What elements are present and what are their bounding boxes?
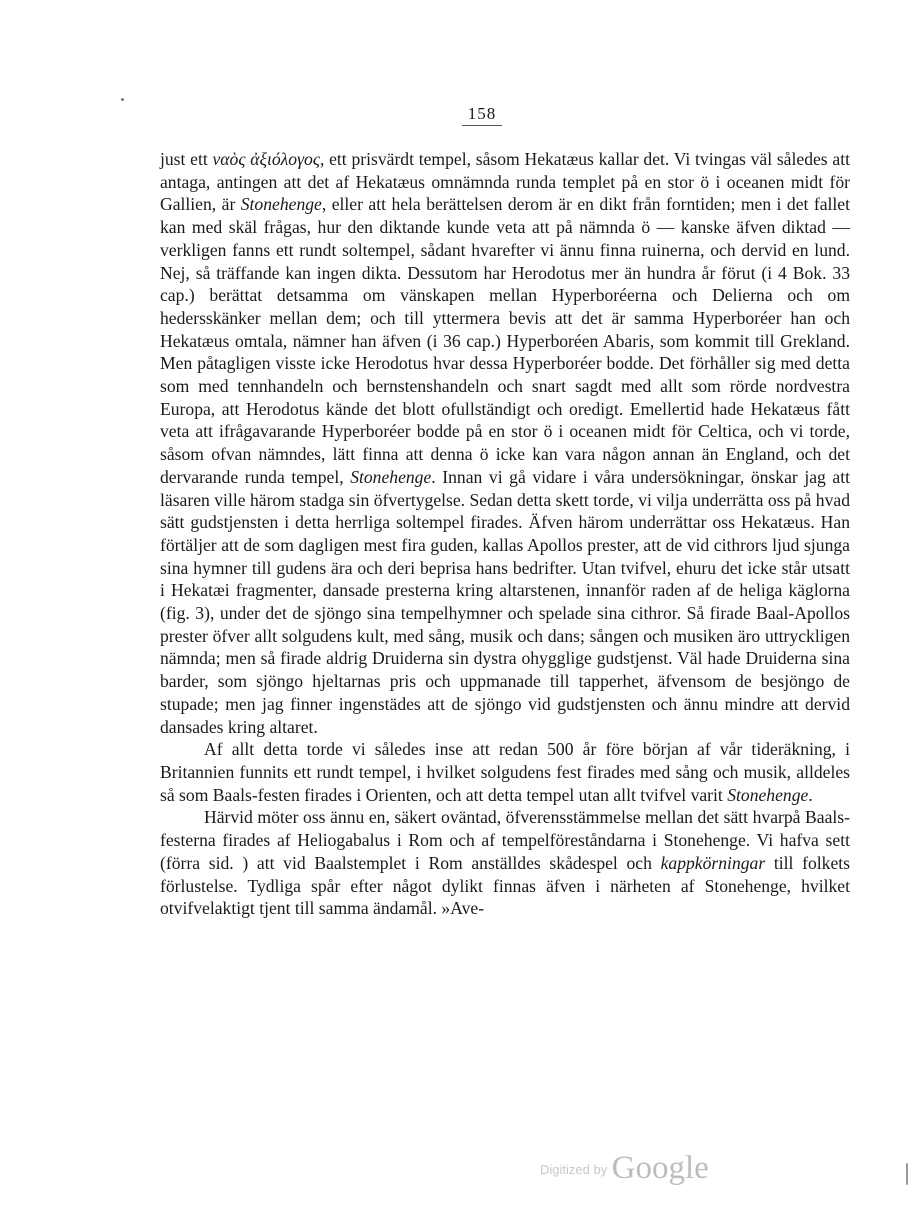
body-text <box>160 148 850 920</box>
paragraph <box>160 148 850 738</box>
paragraph <box>160 806 850 920</box>
watermark-prefix: Digitized by <box>540 1162 608 1177</box>
digitized-by-google-watermark <box>540 1150 709 1187</box>
paragraph <box>160 738 850 806</box>
text-run: till folkets förlustelse. Tydliga spår efter något dylikt finnas äfven i närheten af Stonehenge, hvilket otvifvelaktigt tjent till samma ändamål. »Ave- <box>160 852 851 919</box>
page-number-text: 158 <box>467 104 497 123</box>
page-number <box>0 104 914 126</box>
italic-text: Stonehenge <box>727 784 809 805</box>
text-run: Härvid möter oss ännu en, säkert oväntad, öfverensstämmelse mellan det sätt hvarpå Baals-festerna firades af Heliogabalus i Rom och af tempelföreståndarna i Stonehenge. Vi hafva sett (förra sid. ) att vid Baalstemplet i Rom anställdes skådespel och <box>160 807 850 873</box>
text-run: , eller att hela berättelsen derom är en dikt från forntiden; men i det fallet kan med skäl frågas, hur den diktande kunde veta att på nämnda ö — kanske äfven diktad — verkligen fanns ett rundt soltempel, sådant hvarefter vi ännu finna ruinerna, och dervid en lund. Nej, så träffande kan ingen dikta. Dessutom har Herodotus mer än hundra år förut (i 4 Bok. 33 cap.) berättat detsamma om vänskapen mellan Hyperboréerna och Delierna och om hedersskänker mellan dem; och till yttermera bevis att det är samma Hyperboréer han och Hekatæus omtala, nämner han äfven (i 36 cap.) Hyperboréen Abaris, som kommit till Grekland. Men påtagligen visste icke Herodotus hvar dessa Hyperboréer bodde. Det förhåller sig med detta som med tennhandeln och bernstenshandeln och snart sagdt med allt som rörde nordvestra Europa, att Herodotus kände det blott ofullständigt och oredigt. Emellertid hade Hekatæus fått veta att ifrågavarande Hyperboréer bodde på en stor ö i oceanen midt för Celtica, och vi torde, såsom ofvan nämndes, lätt finna att denna ö icke kan vara någon annan än England, och det dervarande runda tempel, <box>160 194 850 487</box>
italic-text: kappkörningar <box>660 852 766 873</box>
text-run: . Innan vi gå vidare i våra undersökningar, önskar jag att läsaren ville härom stadga sin öfvertygelse. Sedan detta skett torde, vi vilja underrätta oss på hvad sätt gudstjensten i detta herrliga soltempel firades. Äfven härom underrättar oss Hekatæus. Han förtäljer att de som dagligen mest fira guden, kallas Apollos prester, att de vid cithrors ljud sjunga sina hymner till gudens ära och deri beprisa hans bedrifter. Utan tvifvel, ehuru det icke står utsatt i Hekatæi fragmenter, dansade presterna kring altarstenen, innanför raden af de heliga käglorna (fig. 3), under det de sjöngo sina tempelhymner och spelade sina cithror. Så firade Baal-Apollos prester öfver allt solgudens kult, med sång, musik och dans; sången och musiken äro uttryckligen nämnda; men så firade aldrig Druiderna sin dystra ohygglige gudstjenst. Väl hade Druiderna sina barder, som sjöngo hjeltarnas pris och uppmanade till tapperhet, äfvensom de besjöngo de stupade; men jag finner ingenstädes att de sjöngo vid gudstjensten och ännu mindre att dervid dansades kring altaret. <box>160 466 850 737</box>
text-run: just ett <box>160 149 213 169</box>
italic-text: Stonehenge <box>240 194 322 215</box>
italic-text: Stonehenge <box>350 466 432 487</box>
page-number-rule <box>462 125 502 126</box>
scan-speck <box>121 98 124 101</box>
text-run: . <box>808 784 813 805</box>
text-run: , ett prisvärdt tempel, såsom Hekatæus kallar det. Vi tvingas väl således att antaga, antingen att det af Hekatæus omnämnda runda templet på en stor ö i oceanen midt för Gallien, är <box>160 149 850 215</box>
text-run: Af allt detta torde vi således inse att redan 500 år före början af vår tideräkning, i Britannien funnits ett rundt tempel, i hvilket solgudens fest firades med sång och musik, alldeles så som Baals-festen firades i Orienten, och att detta tempel utan allt tvifvel varit <box>160 739 850 805</box>
scan-speck <box>906 1163 908 1185</box>
google-logo: Google <box>611 1150 709 1186</box>
italic-text: ναὸς ἀξιόλογος <box>212 149 320 169</box>
